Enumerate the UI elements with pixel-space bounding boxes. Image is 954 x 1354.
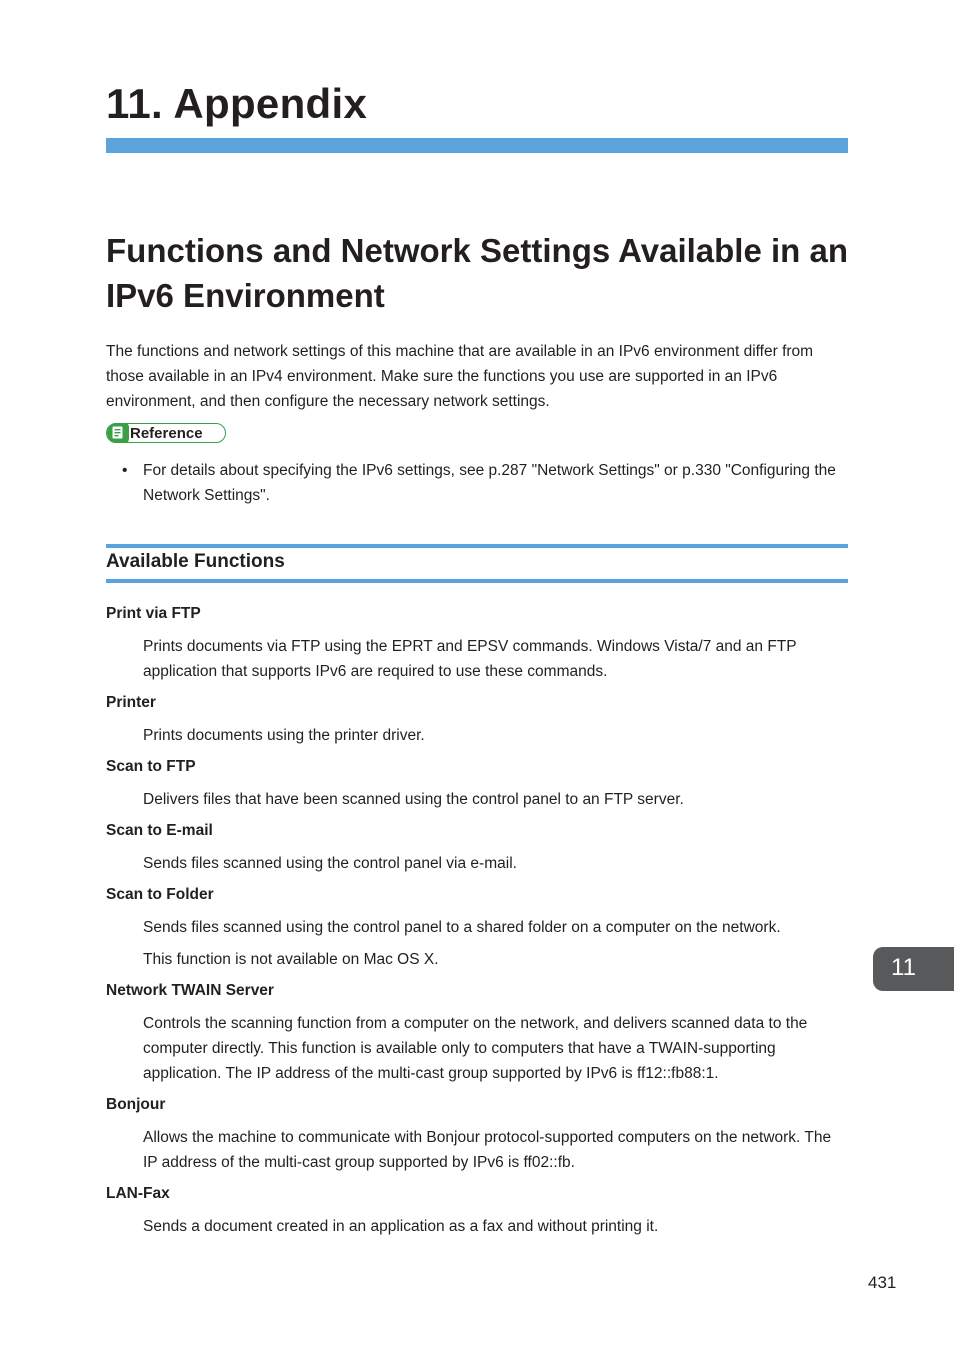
function-description: Sends files scanned using the control panel to a shared folder on a computer on the network. xyxy=(143,919,781,936)
function-name: Scan to E-mail xyxy=(106,822,213,839)
function-description: Controls the scanning function from a computer on the network, and delivers scanned data to the computer directly. This function is available only to computers that have a TWAIN-supporting application. The IP address of the multi-cast group supported by IPv6 is ff12::fb88:1. xyxy=(143,1015,808,1082)
function-name: Print via FTP xyxy=(106,605,201,622)
function-name: Bonjour xyxy=(106,1096,166,1113)
reference-badge xyxy=(106,423,226,443)
function-name: LAN-Fax xyxy=(106,1185,170,1202)
reference-note-icon xyxy=(107,423,129,443)
chapter-title-rule xyxy=(106,138,848,153)
reference-label: Reference xyxy=(130,425,203,442)
function-name: Scan to Folder xyxy=(106,886,214,903)
subsection-rule-top xyxy=(106,544,848,548)
section-intro: The functions and network settings of this machine that are available in an IPv6 environment differ from those available in an IPv4 environment. Make sure the functions you use are supported in an IPv6 environment, and then configure the necessary network settings. xyxy=(106,343,814,410)
reference-list-item xyxy=(106,458,846,508)
function-description: This function is not available on Mac OS X. xyxy=(143,951,439,968)
function-description: Sends files scanned using the control panel via e-mail. xyxy=(143,855,517,872)
chapter-tab-label: 11 xyxy=(891,954,916,981)
chapter-tab xyxy=(873,947,954,991)
subsection-title: Available Functions xyxy=(106,551,285,572)
function-description: Prints documents using the printer driver. xyxy=(143,727,425,744)
function-description: Delivers files that have been scanned using the control panel to an FTP server. xyxy=(143,791,684,808)
reference-text: For details about specifying the IPv6 settings, see p.287 "Network Settings" or p.330 "Configuring the Network Settings". xyxy=(143,462,836,504)
function-name: Scan to FTP xyxy=(106,758,196,775)
function-name: Printer xyxy=(106,694,156,711)
chapter-title: 11. Appendix xyxy=(106,80,368,127)
function-description: Sends a document created in an application as a fax and without printing it. xyxy=(143,1218,659,1235)
function-list xyxy=(106,602,846,1246)
function-name: Network TWAIN Server xyxy=(106,982,274,999)
function-description: Prints documents via FTP using the EPRT and EPSV commands. Windows Vista/7 and an FTP application that supports IPv6 are required to use these commands. xyxy=(143,638,797,680)
subsection-rule-bottom xyxy=(106,579,848,583)
reference-list xyxy=(106,458,846,508)
bullet-icon: • xyxy=(122,462,128,479)
function-description: Allows the machine to communicate with Bonjour protocol-supported computers on the network. The IP address of the multi-cast group supported by IPv6 is ff02::fb. xyxy=(143,1129,832,1171)
section-title: Functions and Network Settings Available in an IPv6 Environment xyxy=(106,232,849,314)
page-number: 431 xyxy=(868,1273,897,1292)
